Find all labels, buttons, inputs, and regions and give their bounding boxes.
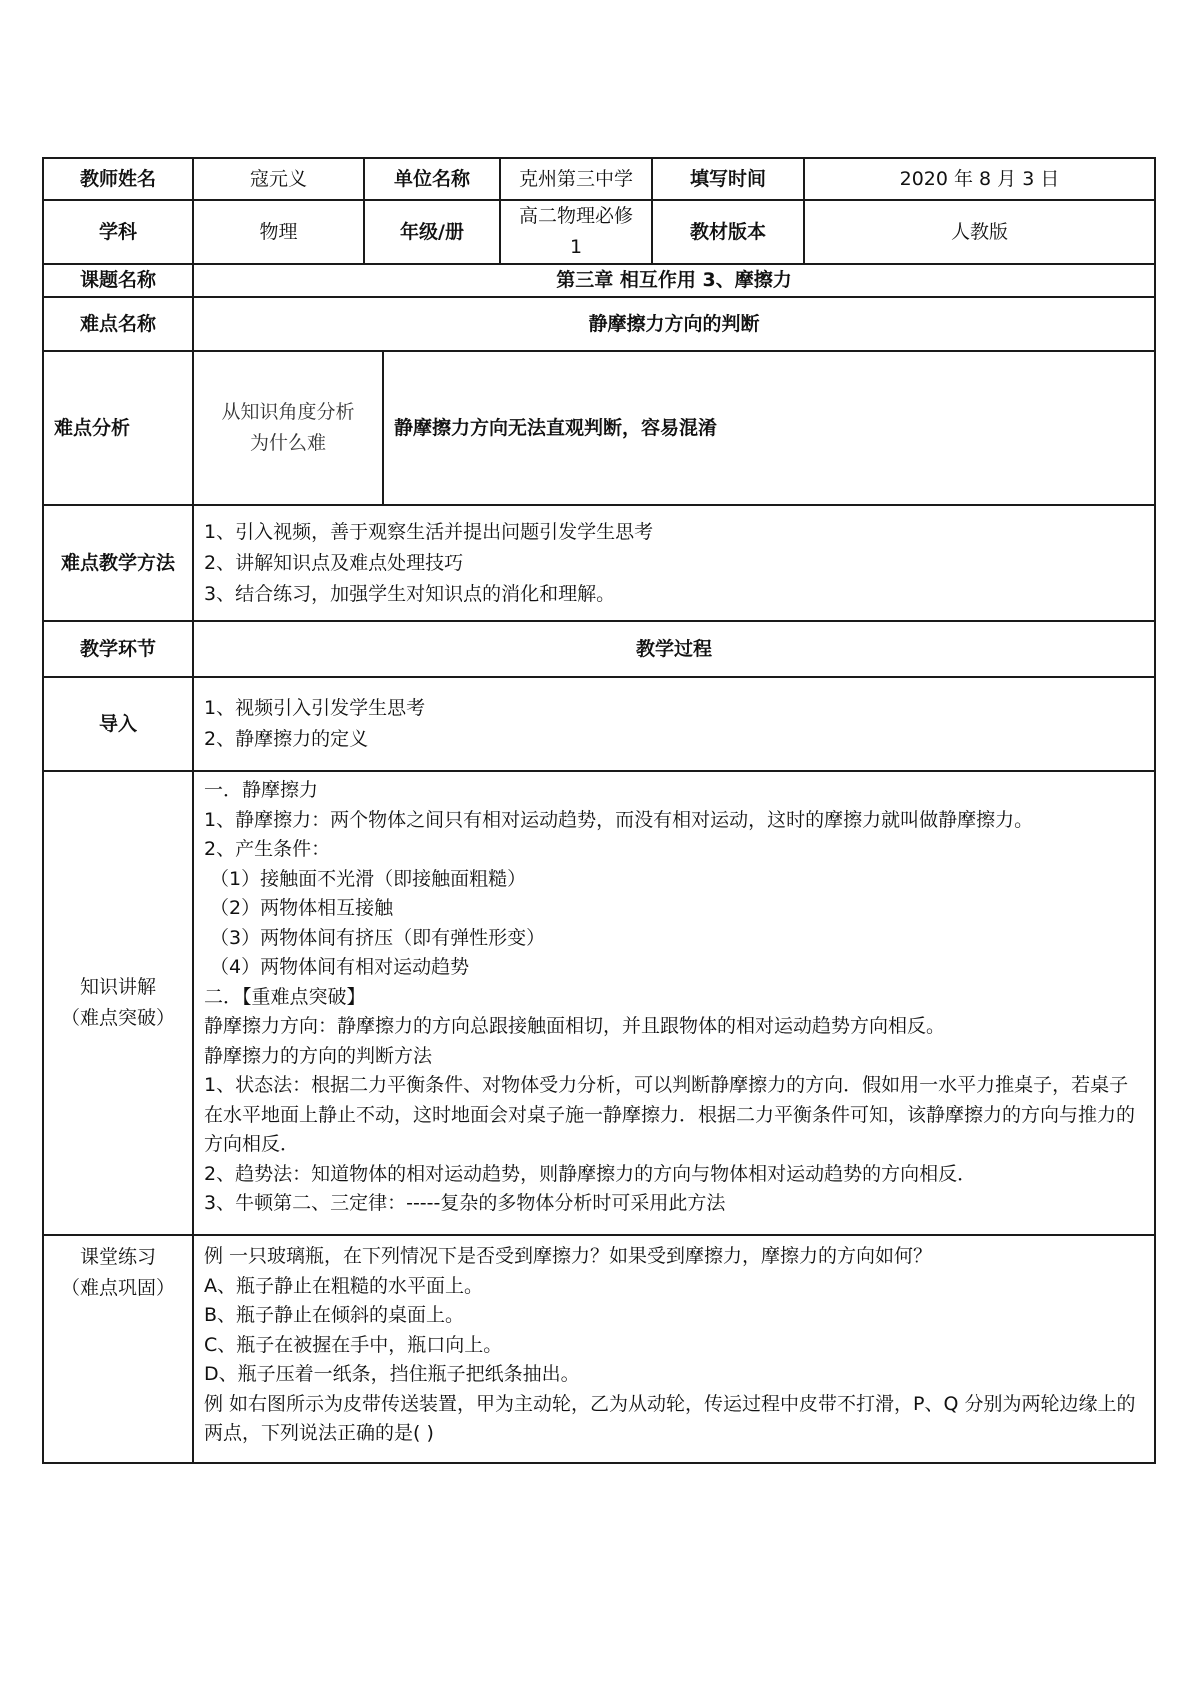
knowledge-line: （3）两物体间有挤压（即有弹性形变） bbox=[210, 926, 546, 949]
practice-line: C、瓶子在被握在手中，瓶口向上。 bbox=[204, 1333, 503, 1356]
analysis-value: 静摩擦力方向无法直观判断，容易混淆 bbox=[394, 416, 718, 439]
subject-value: 物理 bbox=[193, 200, 364, 264]
intro-line: 1、视频引入引发学生思考 bbox=[204, 697, 426, 719]
knowledge-line: 1、静摩擦力：两个物体之间只有相对运动趋势，而没有相对运动，这时的摩擦力就叫做静摩擦力。 bbox=[204, 808, 1034, 831]
practice-line: A、瓶子静止在粗糙的水平面上。 bbox=[204, 1274, 483, 1297]
method-line: 2、讲解知识点及难点处理技巧 bbox=[204, 551, 464, 574]
analysis-cell bbox=[193, 351, 1155, 505]
topic-row bbox=[43, 264, 1155, 297]
analysis-label: 难点分析 bbox=[43, 351, 193, 505]
practice-line: 例 如右图所示为皮带传送装置，甲为主动轮，乙为从动轮，传运过程中皮带不打滑，P、Q 分别为两轮边缘上的两点，下列说法正确的是( ) bbox=[204, 1392, 1136, 1444]
practice-lines bbox=[193, 1235, 1155, 1463]
knowledge-line: （4）两物体间有相对运动趋势 bbox=[210, 956, 470, 978]
subject-label: 学科 bbox=[43, 200, 193, 264]
analysis-sub-label bbox=[194, 352, 384, 504]
method-line: 3、结合练习，加强学生对知识点的消化和理解。 bbox=[204, 582, 616, 605]
header-row-1 bbox=[43, 158, 1155, 200]
knowledge-line: 静摩擦力的方向的判断方法 bbox=[204, 1044, 433, 1067]
knowledge-line: （2）两物体相互接触 bbox=[210, 897, 394, 919]
method-lines bbox=[193, 505, 1155, 621]
unit-value: 克州第三中学 bbox=[500, 158, 652, 200]
intro-line: 2、静摩擦力的定义 bbox=[204, 728, 369, 750]
practice-line: D、瓶子压着一纸条，挡住瓶子把纸条抽出。 bbox=[204, 1363, 580, 1385]
practice-label bbox=[43, 1235, 193, 1463]
lesson-plan-table bbox=[42, 157, 1156, 1464]
knowledge-line: （1）接触面不光滑（即接触面粗糙） bbox=[210, 867, 527, 890]
knowledge-line: 2、趋势法：知道物体的相对运动趋势，则静摩擦力的方向与物体相对运动趋势的方向相反． bbox=[204, 1162, 977, 1185]
header-row-2 bbox=[43, 200, 1155, 264]
date-value: 2020 年 8 月 3 日 bbox=[804, 158, 1155, 200]
lesson-plan-sheet bbox=[42, 157, 1154, 1464]
process-header-row bbox=[43, 621, 1155, 677]
knowledge-row bbox=[43, 771, 1155, 1235]
knowledge-label bbox=[43, 771, 193, 1235]
knowledge-line: 二．【重难点突破】 bbox=[204, 985, 366, 1008]
unit-label: 单位名称 bbox=[364, 158, 500, 200]
grade-label: 年级/册 bbox=[364, 200, 500, 264]
analysis-sub-label-2: 为什么难 bbox=[249, 432, 326, 454]
teacher-label: 教师姓名 bbox=[43, 158, 193, 200]
topic-label: 课题名称 bbox=[43, 264, 193, 297]
knowledge-line: 2、产生条件： bbox=[204, 838, 331, 860]
intro-lines bbox=[193, 677, 1155, 771]
grade-value: 高二物理必修 1 bbox=[500, 200, 652, 264]
method-label: 难点教学方法 bbox=[43, 505, 193, 621]
method-row bbox=[43, 505, 1155, 621]
difficulty-row bbox=[43, 297, 1155, 351]
practice-line: B、瓶子静止在倾斜的桌面上。 bbox=[204, 1304, 465, 1326]
knowledge-line: 1、状态法：根据二力平衡条件、对物体受力分析，可以判断静摩擦力的方向．假如用一水平力推桌子，若桌子在水平地面上静止不动，这时地面会对桌子施一静摩擦力．根据二力平衡条件可知，该静摩擦力的方向与推力的方向相反． bbox=[204, 1074, 1136, 1155]
knowledge-line: 一．静摩擦力 bbox=[204, 779, 319, 801]
knowledge-label-2: （难点突破） bbox=[60, 1007, 175, 1029]
practice-line: 例 一只玻璃瓶，在下列情况下是否受到摩擦力？如果受到摩擦力，摩擦力的方向如何？ bbox=[204, 1245, 933, 1267]
teacher-value: 寇元义 bbox=[193, 158, 364, 200]
knowledge-line: 静摩擦力方向：静摩擦力的方向总跟接触面相切，并且跟物体的相对运动趋势方向相反。 bbox=[204, 1015, 946, 1037]
difficulty-value: 静摩擦力方向的判断 bbox=[193, 297, 1155, 351]
analysis-row bbox=[43, 351, 1155, 505]
analysis-sub-label-1: 从知识角度分析 bbox=[221, 401, 355, 423]
practice-label-1: 课堂练习 bbox=[79, 1246, 156, 1268]
date-label: 填写时间 bbox=[652, 158, 804, 200]
knowledge-label-1: 知识讲解 bbox=[79, 976, 156, 998]
difficulty-label: 难点名称 bbox=[43, 297, 193, 351]
knowledge-lines bbox=[193, 771, 1155, 1235]
intro-label: 导入 bbox=[43, 677, 193, 771]
process-label: 教学环节 bbox=[43, 621, 193, 677]
process-value: 教学过程 bbox=[193, 621, 1155, 677]
topic-value: 第三章 相互作用 3、摩擦力 bbox=[193, 264, 1155, 297]
intro-row bbox=[43, 677, 1155, 771]
method-line: 1、引入视频，善于观察生活并提出问题引发学生思考 bbox=[204, 520, 654, 543]
practice-row bbox=[43, 1235, 1155, 1463]
knowledge-line: 3、牛顿第二、三定律：-----复杂的多物体分析时可采用此方法 bbox=[204, 1192, 726, 1214]
practice-label-2: （难点巩固） bbox=[60, 1277, 175, 1299]
edition-value: 人教版 bbox=[804, 200, 1155, 264]
edition-label: 教材版本 bbox=[652, 200, 804, 264]
